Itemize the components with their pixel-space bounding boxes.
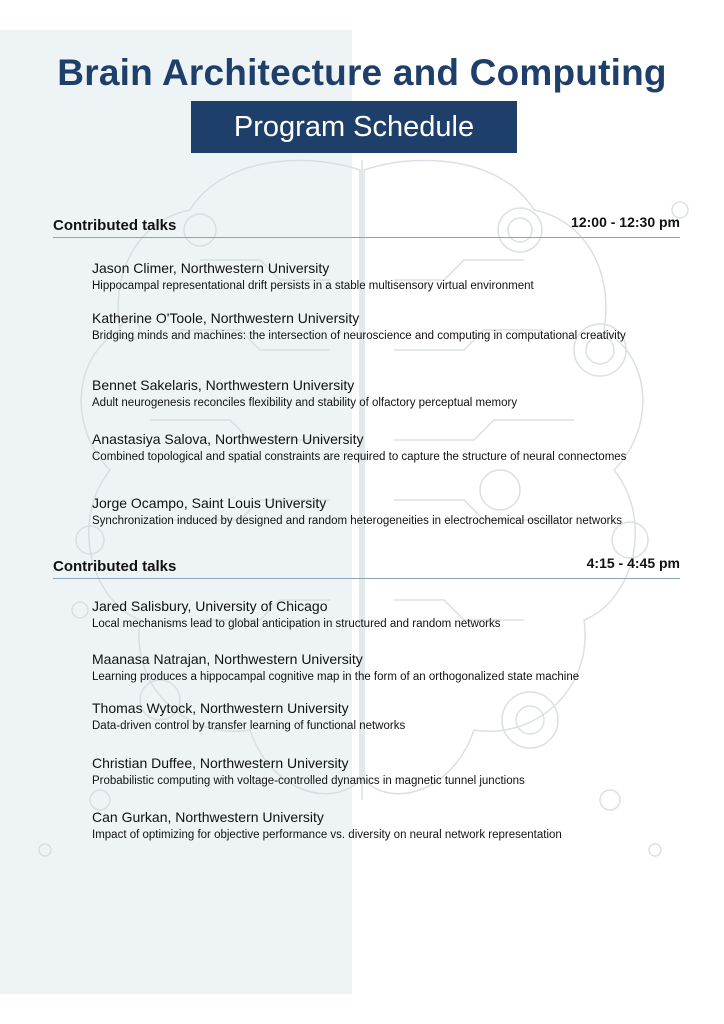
session-time: 12:00 - 12:30 pm bbox=[571, 214, 680, 230]
session-title: Contributed talks bbox=[53, 558, 177, 575]
talk-item bbox=[92, 651, 652, 685]
session-header bbox=[53, 214, 680, 238]
talk-title: Impact of optimizing for objective performance vs. diversity on neural network representation bbox=[92, 829, 562, 841]
talk-item bbox=[92, 431, 652, 465]
talk-speaker: Katherine O'Toole, Northwestern University bbox=[92, 310, 360, 326]
page-title: Brain Architecture and Computing bbox=[57, 52, 667, 93]
session-title: Contributed talks bbox=[53, 217, 177, 234]
talk-item bbox=[92, 755, 652, 789]
session-header bbox=[53, 555, 680, 579]
talk-title: Combined topological and spatial constraints are required to capture the structure of neural connectomes bbox=[92, 451, 627, 463]
talk-item bbox=[92, 310, 652, 344]
talk-speaker: Jorge Ocampo, Saint Louis University bbox=[92, 495, 327, 511]
talk-title: Adult neurogenesis reconciles flexibility and stability of olfactory perceptual memory bbox=[92, 397, 518, 409]
session-2 bbox=[53, 555, 680, 579]
talk-item bbox=[92, 598, 652, 632]
talk-title: Local mechanisms lead to global anticipation in structured and random networks bbox=[92, 618, 501, 630]
talk-title: Probabilistic computing with voltage-controlled dynamics in magnetic tunnel junctions bbox=[92, 775, 525, 787]
session-time: 4:15 - 4:45 pm bbox=[586, 555, 680, 571]
subtitle-banner bbox=[191, 101, 517, 153]
talk-item bbox=[92, 700, 652, 734]
talk-item bbox=[92, 495, 652, 529]
talk-title: Bridging minds and machines: the intersection of neuroscience and computing in computational creativity bbox=[92, 330, 626, 342]
talk-title: Synchronization induced by designed and random heterogeneities in electrochemical oscillator networks bbox=[92, 515, 622, 527]
talk-speaker: Jared Salisbury, University of Chicago bbox=[92, 598, 328, 614]
talk-speaker: Maanasa Natrajan, Northwestern University bbox=[92, 651, 363, 667]
talk-title: Learning produces a hippocampal cognitive map in the form of an orthogonalized state machine bbox=[92, 671, 580, 683]
talk-speaker: Christian Duffee, Northwestern University bbox=[92, 755, 349, 771]
talk-speaker: Anastasiya Salova, Northwestern University bbox=[92, 431, 364, 447]
talk-speaker: Thomas Wytock, Northwestern University bbox=[92, 700, 349, 716]
talk-title: Hippocampal representational drift persists in a stable multisensory virtual environment bbox=[92, 280, 534, 292]
talk-item bbox=[92, 260, 652, 294]
session-1 bbox=[53, 214, 680, 238]
subtitle-text: Program Schedule bbox=[233, 110, 475, 143]
talk-item bbox=[92, 809, 652, 843]
talk-speaker: Bennet Sakelaris, Northwestern University bbox=[92, 377, 355, 393]
talk-title: Data-driven control by transfer learning of functional networks bbox=[92, 720, 406, 732]
talk-speaker: Can Gurkan, Northwestern University bbox=[92, 809, 324, 825]
talk-item bbox=[92, 377, 652, 411]
talk-speaker: Jason Climer, Northwestern University bbox=[92, 260, 330, 276]
